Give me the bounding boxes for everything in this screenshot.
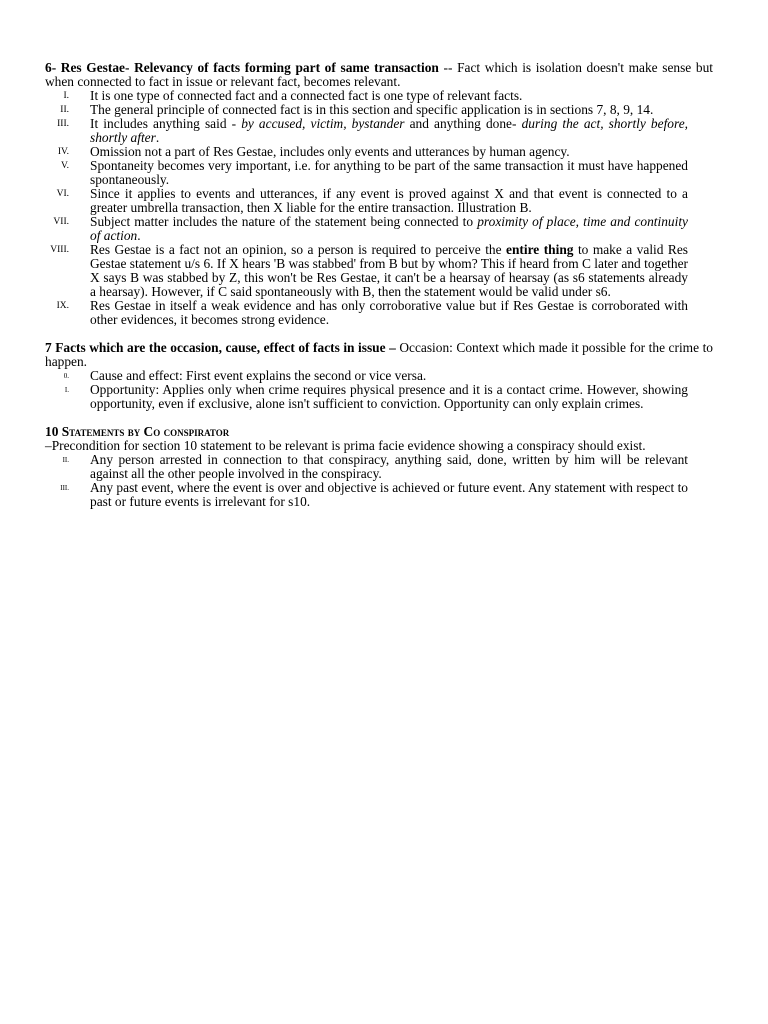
numbered-list (45, 453, 713, 509)
section-intro-text: -- Fact which is isolation doesn't make sense but when connected to fact in issue or relevant fact, becomes relevant. (45, 60, 714, 89)
section-heading: 7 Facts which are the occasion, cause, effect of facts in issue – (45, 340, 396, 355)
list-number: VIII. (50, 245, 69, 255)
list-number: I. (64, 386, 69, 394)
section-heading: 6- Res Gestae- Relevancy of facts forming part of same transaction (45, 60, 439, 75)
list-item-text: to make a valid Res Gestae statement u/s 6. If X hears 'B was stabbed' from B but by whom? This if heard from C later and together X says B was stabbed by Z, this won't be Res Gestae, it can't be a hearsay of hearsay (as s6 statements already a hearsay). However, if C said spontaneously with B, then the statement would be valid under s6. (90, 242, 688, 299)
numbered-list (45, 89, 713, 327)
list-number: VI. (56, 189, 69, 199)
list-number: V. (60, 161, 69, 171)
list-item (45, 369, 713, 383)
section-intro-text: Occasion: Context which made it possible for the crime to happen. (45, 340, 713, 369)
bold-text: entire thing (506, 242, 574, 257)
list-item (45, 89, 713, 103)
list-item-text: Opportunity: Applies only when crime requires physical presence and it is a contact crime. However, showing opportunity, even if exclusive, alone isn't sufficient to conviction. Opportunity can only explain crimes. (90, 382, 688, 411)
list-item (45, 299, 713, 327)
list-number: I. (63, 91, 69, 101)
list-item-text: . (137, 228, 141, 243)
list-item-text: Any person arrested in connection to that conspiracy, anything said, done, written by him will be relevant against all the other people involved in the conspiracy. (90, 452, 688, 481)
list-item (45, 243, 713, 299)
list-item (45, 103, 713, 117)
list-item (45, 117, 713, 145)
italic-text: by accused, victim, bystander (241, 116, 405, 131)
section-heading: 10 Statements by Co conspirator (45, 424, 230, 439)
numbered-list (45, 369, 713, 411)
list-number: III. (57, 119, 69, 129)
italic-text: during the act, shortly before, shortly after (90, 116, 688, 145)
list-item-text: It includes anything said - (90, 116, 242, 131)
list-item (45, 453, 713, 481)
list-item (45, 481, 713, 509)
list-item-text: Subject matter includes the nature of the statement being connected to (90, 214, 478, 229)
italic-text: proximity of place, time and continuity of action (90, 214, 689, 243)
list-number: III. (60, 484, 69, 492)
list-item (45, 187, 713, 215)
section-occasion-cause-effect (45, 341, 713, 411)
section-intro (45, 341, 713, 369)
list-item-text: Since it applies to events and utterances, if any event is proved against X and that event is connected to a greater umbrella transaction, then X liable for the entire transaction. Illustration B. (90, 186, 688, 215)
list-item-text: The general principle of connected fact is in this section and specific application is in sections 7, 8, 9, 14. (90, 102, 654, 117)
section-heading-line (45, 425, 713, 439)
section-intro (45, 61, 713, 89)
list-item-text: Res Gestae is a fact not an opinion, so a person is required to perceive the (90, 242, 507, 257)
section-res-gestae (45, 61, 713, 327)
list-item-text: Cause and effect: First event explains the second or vice versa. (90, 368, 427, 383)
list-item-text: Any past event, where the event is over and objective is achieved or future event. Any statement with respect to past or future events is irrelevant for s10. (90, 480, 688, 509)
list-item (45, 215, 713, 243)
list-number: IX. (56, 301, 69, 311)
list-item (45, 383, 713, 411)
list-number: 0. (63, 372, 69, 380)
list-item (45, 145, 713, 159)
section-intro-text: –Precondition for section 10 statement to be relevant is prima facie evidence showing a conspiracy should exist. (45, 438, 646, 453)
document-page (45, 61, 713, 509)
list-item-text: Omission not a part of Res Gestae, includes only events and utterances by human agency. (90, 144, 570, 159)
list-item-text: Res Gestae in itself a weak evidence and has only corroborative value but if Res Gestae is corroborated with other evidences, it becomes strong evidence. (90, 298, 688, 327)
list-item-text: It is one type of connected fact and a connected fact is one type of relevant facts. (90, 88, 523, 103)
list-number: VII. (53, 217, 69, 227)
list-item-text: Spontaneity becomes very important, i.e. for anything to be part of the same transaction it must have happened spontaneously. (90, 158, 688, 187)
list-item (45, 159, 713, 187)
list-number: II. (62, 456, 69, 464)
list-number: II. (60, 105, 69, 115)
section-intro (45, 439, 713, 453)
list-item-text: . (155, 130, 160, 145)
section-co-conspirator (45, 425, 713, 509)
list-item-text: and anything done- (404, 116, 522, 131)
list-number: IV. (57, 147, 69, 157)
